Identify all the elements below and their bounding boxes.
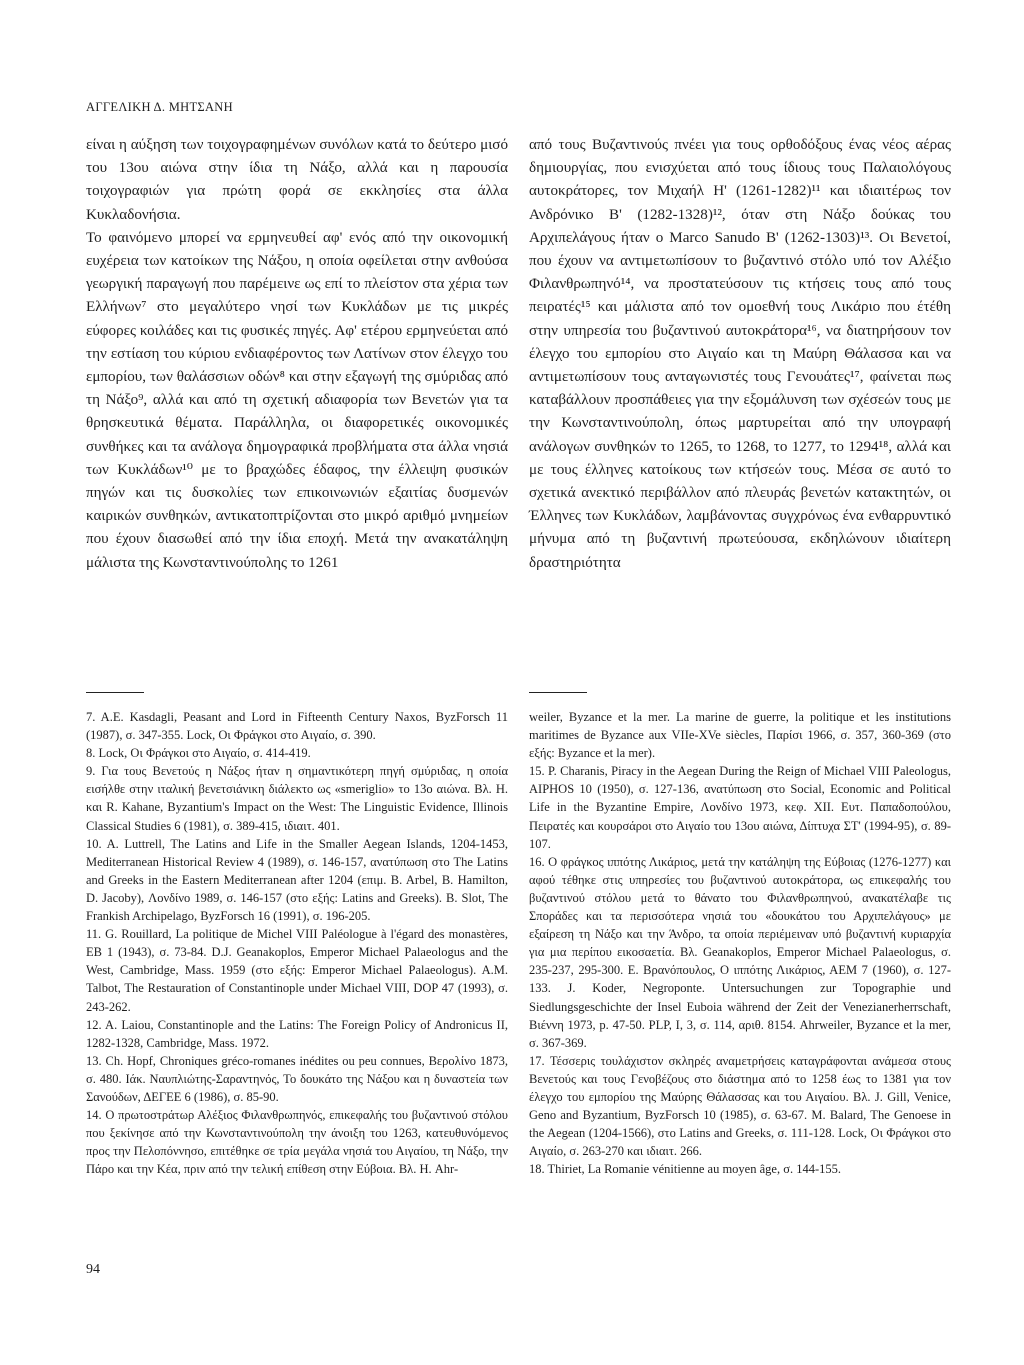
paragraph: Το φαινόμενο μπορεί να ερμηνευθεί αφ' ενός από την οικονομική ευχέρεια των κατοίκων της Νάξου, η οποία οφείλεται στην ανθούσα γεωργική παραγωγή που παρέμεινε ως επί το πλείστον στα χέρια των Ελλήνων⁷ στο μεγαλύτερο νησί των Κυκλάδων με τις μικρές εύφορες κοιλάδες και τις φυσικές πηγές. Αφ' ετέρου ερμηνεύεται από την εστίαση του κύριου ενδιαφέροντος των Λατίνων στον έλεγχο του εμπορίου, των θαλάσσιων οδών⁸ και στην εξαγωγή της σμύριδας από τη Νάξο⁹, αλλά και από τη σχετική αδιαφορία των Βενετών για τα θρησκευτικά θέματα. Παράλληλα, οι διαφορετικές οικονομικές συνθήκες και τα ανάλογα δημογραφικά προβλήματα στα άλλα νησιά των Κυκλάδων¹⁰ με το βραχώδες έδαφος, την έλλειψη φυσικών πηγών και τις δυσκολίες των επικοινωνιών εξαιτίας δυσμενών καιρικών συνθηκών, αντικατοπτρίζονται στο μικρό αριθμό μνημείων που έχουν διασωθεί από την ίδια εποχή. Μετά την ανακατάληψη μάλιστα της Κωνσταντινούπολης το 1261: [86, 229, 508, 571]
footnote-9: 9. Για τους Βενετούς η Νάξος ήταν η σημαντικότερη πηγή σμύριδας, η οποία εισήλθε στην ιταλική βενετσιάνικη διάλεκτο ως «smeriglio» το 13ο αιώνα. Βλ. Η. και R. Kahane, Byzantium's Impact on the West: The Linguistic Evidence, Illinois Classical Studies 6 (1981), σ. 389-415, ιδιαιτ. 401.: [86, 764, 508, 833]
page-number: 94: [86, 1262, 100, 1277]
footnote-14: 14. Ο πρωτοστράτωρ Αλέξιος Φιλανθρωπηνός, επικεφαλής του βυζαντινού στόλου που ξεκίνησε από την Κωνσταντινούπολη την άνοιξη του 1263, κατευθυνόμενος προς την Πελοπόννησο, επιτέθηκε σε τρία μεγάλα νησιά του Αιγαίου, τη Νάξο, την Πάρο και την Κέα, πριν από την τελική επίθεση στην Εύβοια. Βλ. Η. Ahr-: [86, 1108, 508, 1177]
paragraph: είναι η αύξηση των τοιχογραφημένων συνόλων κατά το δεύτερο μισό του 13ου αιώνα στην ίδια τη Νάξο, αλλά και η παρουσία τοιχογραφιών για πρώτη φορά σε εκκλησίες στα άλλα Κυκλαδονήσια.: [86, 137, 508, 223]
footnote-12: 12. A. Laiou, Constantinople and the Latins: The Foreign Policy of Andronicus II, 1282-1328, Cambridge, Mass. 1972.: [86, 1017, 508, 1050]
footnote-16: 16. Ο φράγκος ιππότης Λικάριος, μετά την κατάληψη της Εύβοιας (1276-1277) και αφού τέθηκε στις υπηρεσίες του βυζαντινού αυτοκράτορα, ως επικεφαλής του βυζαντινού στόλου μετά το θάνατο του Φιλανθρωπηνού, ανακατέλαβε τις Σποράδες και τα περισσότερα νησιά του «δουκάτου του Αρχιπελάγους» με εξαίρεση τη Νάξο και την Άνδρο, τα οποία περιέμειναν υπό βυζαντινή κυριαρχία για μια περίπου εικοσαετία. Βλ. Geanakoplos, Emperor Michael Palaeologus, σ. 235-237, 295-300. Ε. Βρανόπουλος, Ο ιππότης Λικάριος, ΑΕΜ 7 (1960), σ. 127-133. J. Koder, Negroponte. Untersuchungen zur Topographie und Siedlungsgeschichte der Insel Euboia während der Zeit der Venezianerherrschaft, Βιέννη 1973, p. 47-50. PLP, I, 3, σ. 114, αριθ. 8154. Ahrweiler, Byzance et la mer, σ. 367-369.: [529, 854, 951, 1050]
footnotes-left: [86, 708, 508, 1178]
footnote-11: 11. G. Rouillard, La politique de Michel VIII Paléologue à l'égard des monastères, EB 1 (1943), σ. 73-84. D.J. Geanakoplos, Emperor Michael Palaeologus and the West, Cambridge, Mass. 1959 (στο εξής: Emperor Michael Palaeologus). A.M. Talbot, The Restauration of Constantinople under Michael VIII, DOP 47 (1993), σ. 243-262.: [86, 927, 508, 1014]
footnote-15: 15. P. Charanis, Piracy in the Aegean During the Reign of Michael VIII Paleologus, ΑΙΡΗΟS 10 (1950), σ. 127-136, ανατύπωση στο Social, Economic and Political Life in the Byzantine Empire, Λονδίνο 1973, κεφ. XII. Ευτ. Παπαδοπούλου, Πειρατές και κουρσάροι στο Αιγαίο του 13ου αιώνα, Δίπτυχα ΣΤ' (1994-95), σ. 89-107.: [529, 764, 951, 851]
footnote-rule-right: [529, 692, 587, 693]
footnote-7: 7. A.E. Kasdagli, Peasant and Lord in Fifteenth Century Naxos, ByzForsch 11 (1987), σ. 347-355. Lock, Οι Φράγκοι στο Αιγαίο, σ. 390.: [86, 710, 508, 743]
paragraph: από τους Βυζαντινούς πνέει για τους ορθοδόξους ένας νέος αέρας δημιουργίας, που ενισχύεται από τους ίδιους τους Παλαιολόγους αυτοκράτορες, τον Μιχαήλ Η' (1261-1282)¹¹ και ιδιαιτέρως τον Ανδρόνικο Β' (1282-1328)¹², όταν στη Νάξο δούκας του Αρχιπελάγους ήταν ο Marco Sanudo Β' (1262-1303)¹³. Οι Βενετοί, που έχουν να αντιμετωπίσουν το βυζαντινό στόλο υπό τον Αλέξιο Φιλανθρωπηνό¹⁴, να προστατεύσουν τις κτήσεις τους από τους πειρατές¹⁵ και μάλιστα από τον ομοεθνή τους Λικάριο που έτέθη στην υπηρεσία του βυζαντινού αυτοκράτορα¹⁶, να διατηρήσουν τον έλεγχο του εμπορίου στο Αιγαίο και τη Μαύρη Θάλασσα και να αντιμετωπίσουν τους ανταγωνιστές τους Γενουάτες¹⁷, φαίνεται πως καταβάλλουν προσπάθειες για την εξομάλυνση των σχέσεών τους με την Κωνσταντινούπολη, όπως μαρτυρείται από την υπογραφή ανάλογων συνθηκών το 1265, το 1268, το 1277, το 1294¹⁸, αλλά και με τους έλληνες κατοίκους των κτήσεών τους. Μέσα σε αυτό το σχετικά ανεκτικό περιβάλλον από πλευράς βενετών κατακτητών, οι Έλληνες των Κυκλάδων, λαμβάνοντας συγχρόνως ένα ενθαρρυντικό μήνυμα από τη βυζαντινή πρωτεύουσα, εκδηλώνουν ιδιαίτερη δραστηριότητα: [529, 137, 951, 571]
body-column-right: [529, 134, 951, 575]
footnotes-right: [529, 708, 951, 1178]
footnote-14-continued: weiler, Byzance et la mer. La marine de guerre, la politique et les institutions maritimes de Byzance aux VIIe-XVe siècles, Παρίσι 1966, σ. 357, 360-369 (στο εξής: Byzance et la mer).: [529, 710, 951, 761]
footnote-13: 13. Ch. Hopf, Chroniques gréco-romanes inédites ou peu connues, Βερολίνο 1873, σ. 480. Ιάκ. Ναυπλιώτης-Σαραντηνός, Το δουκάτο της Νάξου και η δυναστεία των Σανούδων, ΔΕΓΕΕ 6 (1986), σ. 85-90.: [86, 1053, 508, 1104]
running-head: ΑΓΓΕΛΙΚΗ Δ. ΜΗΤΣΑΝΗ: [86, 100, 233, 114]
body-column-left: [86, 134, 508, 575]
footnote-8: 8. Lock, Οι Φράγκοι στο Αιγαίο, σ. 414-419.: [86, 746, 311, 761]
footnote-10: 10. A. Luttrell, The Latins and Life in the Smaller Aegean Islands, 1204-1453, Mediterranean Historical Review 4 (1989), σ. 146-157, ανατύπωση στο The Latins and Greeks in the Eastern Mediterranean after 1204 (επιμ. B. Arbel, B. Hamilton, D. Jacoby), Λονδίνο 1989, σ. 146-157 (στο εξής: Latins and Greeks). B. Slot, The Frankish Archipelago, ByzForsch 16 (1991), σ. 196-205.: [86, 836, 508, 924]
footnote-17: 17. Τέσσερις τουλάχιστον σκληρές αναμετρήσεις καταγράφονται ανάμεσα στους Βενετούς και τους Γενοβέζους στο διάστημα από το 1258 έως το 1381 για τον έλεγχο του εμπορίου της Μαύρης Θάλασσας και του Αιγαίου. Βλ. J. Gill, Venice, Geno and Byzantium, ByzForsch 10 (1985), σ. 63-67. M. Balard, The Genoese in the Aegean (1204-1566), στο Latins and Greeks, σ. 111-128. Lock, Οι Φράγκοι στο Αιγαίο, σ. 263-270 και ιδιαιτ. 266.: [529, 1053, 951, 1159]
footnote-18: 18. Thiriet, La Romanie vénitienne au moyen âge, σ. 144-155.: [529, 1162, 841, 1177]
footnote-rule-left: [86, 692, 144, 693]
